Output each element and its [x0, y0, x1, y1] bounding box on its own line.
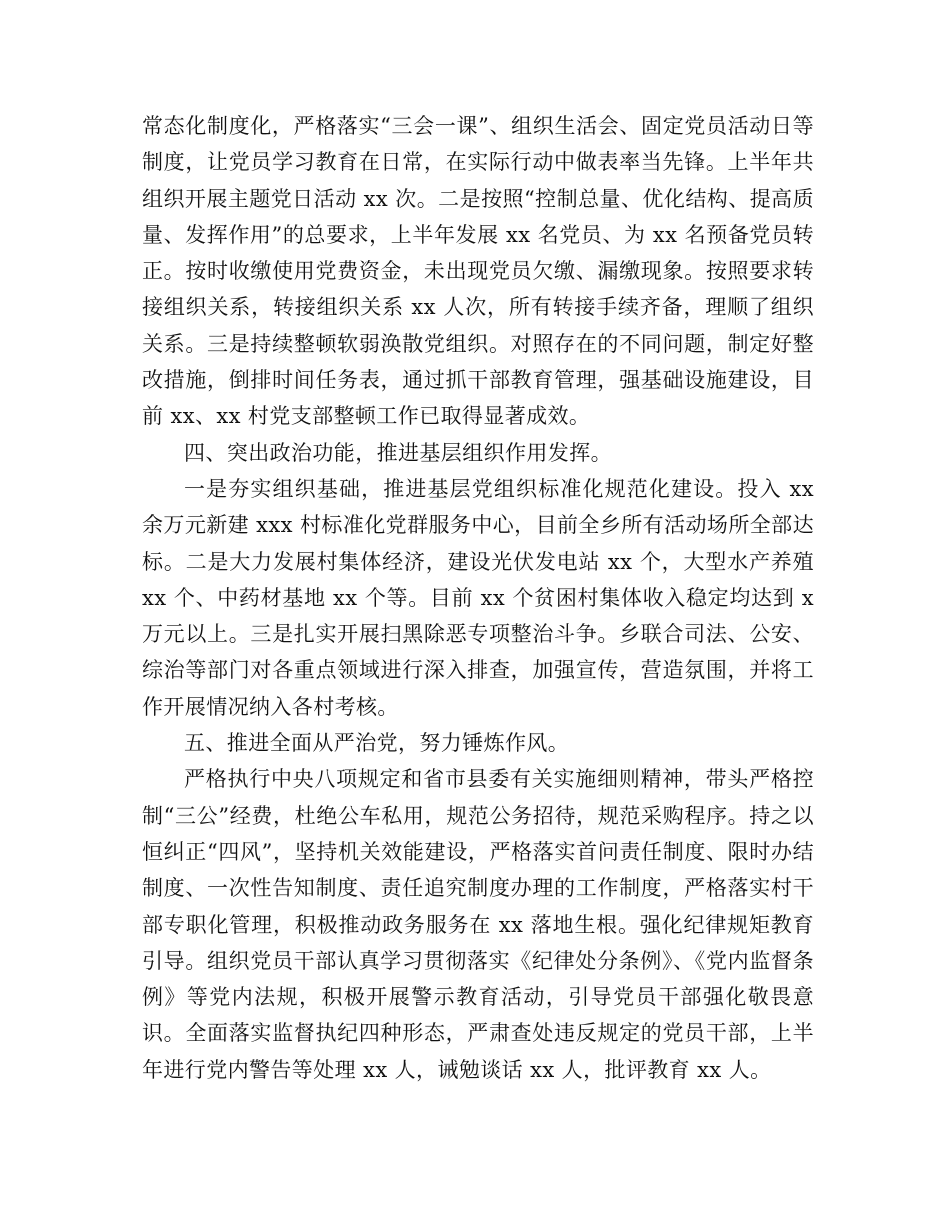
section-heading: 五、推进全面从严治党，努力锤炼作风。: [184, 731, 570, 756]
body-paragraph: 常态化制度化，严格落实“三会一课”、组织生活会、固定党员活动日等制度，让党员学习教育在日常，在实际行动中做表率当先锋。上半年共组织开展主题党日活动 xx 次。二是按照“控制总量、优化结构、提高质量、发挥作用”的总要求，上半年发展 xx 名党员、为 xx 名预备党员转正。按时收缴使用党费资金，未出现党员欠缴、漏缴现象。按照要求转接组织关系，转接组织关系 xx 人次，所有转接手续齐备，理顺了组织关系。三是持续整顿软弱涣散党组织。对照存在的不同问题，制定好整改措施，倒排时间任务表，通过抓干部教育管理，强基础设施建设，目前 xx、xx 村党支部整顿工作已取得显著成效。: [142, 114, 814, 429]
document-body: [142, 108, 814, 1088]
body-paragraph: 一是夯实组织基础，推进基层党组织标准化规范化建设。投入 xx 余万元新建 xxx 村标准化党群服务中心，目前全乡所有活动场所全部达标。二是大力发展村集体经济，建设光伏发电站 xx 个，大型水产养殖 xx 个、中药材基地 xx 个等。目前 xx 个贫困村集体收入稳定均达到 x 万元以上。三是扎实开展扫黑除恶专项整治斗争。乡联合司法、公安、综治等部门对各重点领域进行深入排查，加强宣传，营造氛围，并将工作开展情况纳入各村考核。: [142, 476, 814, 719]
body-paragraph: 严格执行中央八项规定和省市县委有关实施细则精神，带头严格控制“三公”经费，杜绝公车私用，规范公务招待，规范采购程序。持之以恒纠正“四风”，坚持机关效能建设，严格落实首问责任制度、限时办结制度、一次性告知制度、责任追究制度办理的工作制度，严格落实村干部专职化管理，积极推动政务服务在 xx 落地生根。强化纪律规矩教育引导。组织党员干部认真学习贯彻落实《纪律处分条例》、《党内监督条例》等党内法规，积极开展警示教育活动，引导党员干部强化敬畏意识。全面落实监督执纪四种形态，严肃查处违反规定的党员干部，上半年进行党内警告等处理 xx 人，诫勉谈话 xx 人，批评教育 xx 人。: [142, 767, 814, 1082]
section-heading: 四、突出政治功能，推进基层组织作用发挥。: [184, 440, 612, 465]
